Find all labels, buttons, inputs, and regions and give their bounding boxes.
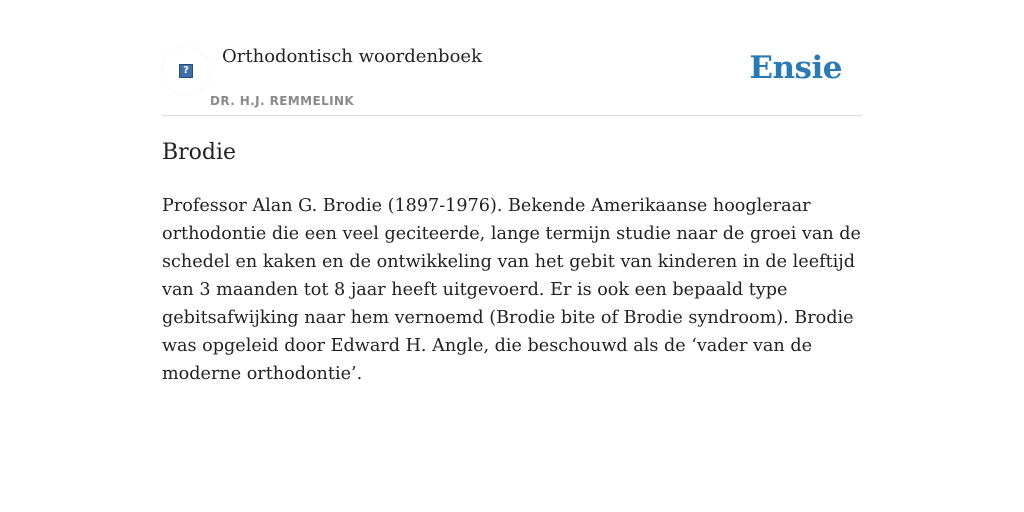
book-header bbox=[162, 0, 862, 116]
book-thumbnail[interactable] bbox=[162, 47, 210, 95]
entry-title: Brodie bbox=[162, 140, 237, 165]
book-author: DR. H.J. REMMELINK bbox=[210, 94, 355, 108]
entry-definition: Professor Alan G. Brodie (1897-1976). Bekende Amerikaanse hoogleraar orthodontie die een veel geciteerde, lange termijn studie naar de groei van de schedel en kaken en de ontwikkeling van het gebit van kinderen in de leeftijd van 3 maanden tot 8 jaar heeft uitgevoerd. Er is ook een bepaald type gebitsafwijking naar hem vernoemd (Brodie bite of Brodie syndroom). Brodie was opgeleid door Edward H. Angle, die beschouwd als de ‘vader van de moderne orthodontie’. bbox=[162, 196, 861, 384]
ensie-logo-link[interactable]: Ensie bbox=[749, 50, 842, 86]
question-book-icon: ? bbox=[179, 64, 193, 78]
book-title-link[interactable]: Orthodontisch woordenboek bbox=[222, 46, 482, 67]
page-container bbox=[162, 0, 862, 384]
